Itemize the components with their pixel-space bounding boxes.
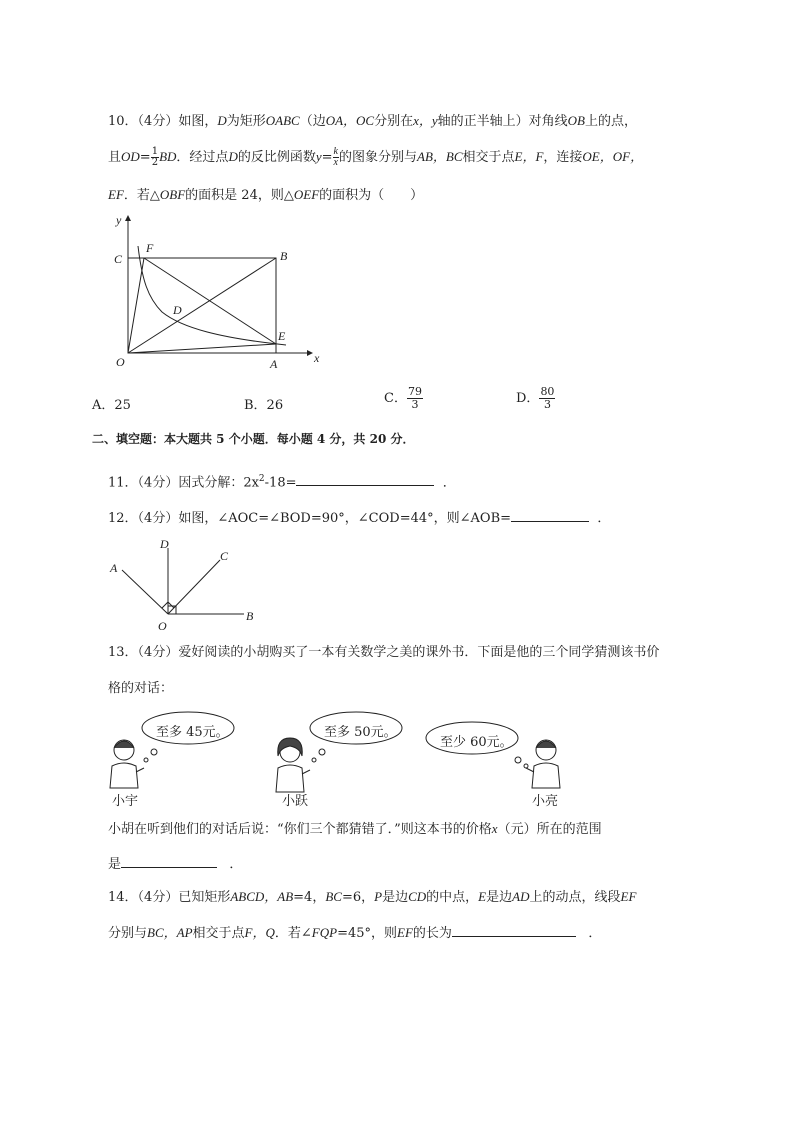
label-a: A bbox=[110, 561, 118, 575]
q10-line-3: EF．若△OBF的面积是 24，则△OEF的面积为（ ） bbox=[108, 187, 424, 203]
bubble-dot bbox=[151, 749, 157, 755]
label-a: A bbox=[270, 357, 278, 371]
q12-answer-blank bbox=[511, 507, 589, 522]
bubble-2-text: 至多 50元。 bbox=[324, 725, 397, 740]
bubble-dot bbox=[312, 758, 316, 762]
name-xiaoyue: 小跃 bbox=[282, 794, 309, 809]
q10-line-2: 且OD= $\frac{1}{2}$ BD．经过点D的反比例函数y= $\frac{k}{x}$ 的图象分别与AB，BC相交于点E，F，连接OE，OF， bbox=[108, 146, 644, 168]
label-b: B bbox=[246, 609, 254, 623]
segment-of bbox=[128, 258, 144, 353]
label-c: C bbox=[220, 549, 229, 563]
label-e: E bbox=[278, 329, 286, 343]
q11-answer-blank bbox=[296, 471, 434, 486]
label-b: B bbox=[280, 249, 288, 263]
q10-figure-rectangle-hyperbola bbox=[100, 208, 330, 378]
bubble-dot bbox=[515, 757, 521, 763]
q10-option-a: A．25 bbox=[92, 398, 131, 413]
segment-oe bbox=[128, 344, 276, 353]
fraction-80-3: $\frac{80}{3}$ bbox=[540, 385, 555, 411]
person-xiaoliang-icon bbox=[526, 740, 560, 788]
q10-option-c: C． $\frac{79}{3}$ bbox=[384, 385, 422, 411]
q12-line: 12．（4分）如图，∠AOC=∠BOD=90°，∠COD=44°，则∠AOB= ． bbox=[108, 507, 610, 528]
ray-oa bbox=[122, 570, 168, 614]
label-x: x bbox=[314, 351, 320, 365]
q13-line-1: 13．（4分）爱好阅读的小胡购买了一本有关数学之美的课外书．下面是他的三个同学猜测该书价 bbox=[108, 645, 660, 660]
label-d: D bbox=[173, 303, 182, 317]
person-xiaoyu-icon bbox=[110, 740, 144, 788]
q13-line-2: 格的对话： bbox=[108, 681, 174, 696]
bubble-1-text: 至多 45元。 bbox=[156, 725, 229, 740]
q13-answer-blank bbox=[121, 853, 217, 868]
label-d: D bbox=[160, 537, 169, 551]
label-f: F bbox=[146, 241, 154, 255]
label-y: y bbox=[116, 213, 122, 227]
q10-line-1: 10．（4分）如图，D为矩形OABC（边OA，OC分别在x，y轴的正半轴上）对角线OB上的点， bbox=[108, 113, 638, 129]
fraction-one-half: $\frac{1}{2}$ bbox=[151, 146, 159, 168]
person-xiaoyue-icon bbox=[276, 738, 310, 792]
name-xiaoliang: 小亮 bbox=[532, 794, 559, 809]
label-o: O bbox=[116, 355, 125, 369]
bubble-dot bbox=[524, 764, 528, 768]
q14-answer-blank bbox=[452, 922, 576, 937]
bubble-3-text: 至少 60元。 bbox=[440, 735, 513, 750]
bubble-dot bbox=[319, 749, 325, 755]
q14-line-1: 14．（4分）已知矩形ABCD，AB=4，BC=6，P是边CD的中点，E是边AD上的动点，线段EF bbox=[108, 889, 637, 905]
name-xiaoyu: 小宇 bbox=[112, 794, 139, 809]
hyperbola-curve bbox=[138, 246, 286, 345]
section-fill-in-header: 二、填空题：本大题共 5 个小题．每小题 4 分，共 20 分． bbox=[92, 432, 415, 446]
q13-line-4: 是 ． bbox=[108, 853, 242, 874]
q11-line: 11．（4分）因式分解：$2x^2-18=$ ． bbox=[108, 470, 456, 492]
q14-line-2: 分别与BC，AP相交于点F，Q．若∠FQP=45°，则EF的长为 ． bbox=[108, 922, 601, 943]
q10-option-d: D． $\frac{80}{3}$ bbox=[516, 385, 555, 411]
bubble-dot bbox=[144, 758, 148, 762]
fraction-79-3: $\frac{79}{3}$ bbox=[407, 385, 422, 411]
fraction-k-over-x: $\frac{k}{x}$ bbox=[333, 146, 338, 168]
label-c: C bbox=[114, 252, 123, 266]
label-o: O bbox=[158, 619, 167, 633]
q13-line-3: 小胡在听到他们的对话后说：“你们三个都猜错了．”则这本书的价格x（元）所在的范围 bbox=[108, 821, 602, 837]
diagonal-ob bbox=[128, 258, 276, 353]
q12-figure-angles bbox=[104, 536, 264, 636]
q10-option-b: B．26 bbox=[244, 398, 284, 413]
